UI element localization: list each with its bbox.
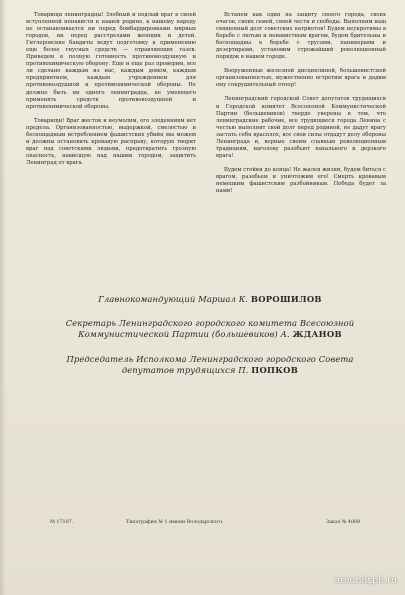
print-footer	[26, 519, 366, 529]
site-watermark: aroundspb.ru	[334, 576, 397, 586]
footer-code: М 17107.	[50, 520, 74, 525]
signature-popkov	[40, 354, 380, 376]
signature-voroshilov	[40, 294, 380, 305]
signature-name: ВОРОШИЛОВ	[250, 294, 322, 304]
right-paragraph-3: Ленинградский городской Совет депутатов трудящихся и Городской комитет Всесоюзной Коммунистической Партии (большевиков) твердо уверены в том, что ленинградские рабочие, все трудящиеся города Ленина с честью выполнят свой долг перед родиной, не дадут врагу застать себя врасплох, все свои силы отдадут делу обороны Ленинграда и, верные своим славным революционным традициям, наголову разобьют нахального и дерзкого врага!	[216, 96, 386, 159]
right-paragraph-2: Вооруженные железной дисциплиной, большевистской организованностью, мужественно встретим врага и дадим ему сокрушительный отпор!	[216, 68, 386, 89]
right-paragraph-1: Встанем как один на защиту своего города, своих очагов, своих семей, своей чести и свободы. Выполним наш священный долг советских патриотов! Будем неукротимы в борьбе с лютым и ненавистным врагом, будем бдительны и беспощадны в борьбе с трусами, паникерами и дезертирами, установим строжайший революционный порядок в нашем городе.	[216, 12, 386, 61]
left-paragraph-2: Товарищи! Враг жесток и неумолим, его злодеяниям нет предела. Организованностью, выдержкой, смелостью и беспощадным истреблением фашистских убийц мы можем и должны остановить кровавую расправу, которую творит враг над советскими людьми, предотвратить грозную опасность, нависшую над нашим городом, защитить Ленинград от врага.	[26, 117, 196, 166]
footer-printer: Типография № 1 имени Володарского.	[126, 520, 224, 525]
text-columns	[26, 12, 388, 270]
signature-name: ЖДАНОВ	[292, 329, 342, 339]
footer-order: Заказ № 4008	[326, 520, 361, 525]
signature-title: Секретарь Ленинградского городского комитета Всесоюзной Коммунистической Партии (большевиков) А.	[65, 318, 355, 339]
left-paragraph-1: Товарищи ленинградцы! Злобный и подлый враг в своей вступленной ненависти к нашей родине, к нашему народу не останавливается ни перед бомбардировками мирных городов, ни перед расстрелами женщин и детей. Гитлеровские бандиты ведут подготовку к применению еще более гнусных средств — отравляющих газов. Приведем в полную готовность противовоздушную и противохимическую оборону. Еще и еще раз проверим, все ли сделано каждым из нас, каждым домом, каждым предприятием, каждым учреждением для противовоздушной и противохимической обороны. Не должно быть ни одного ленинградца, не умеющего применять средств противовоздушной и противохимической обороны.	[26, 12, 196, 110]
signature-zhdanov	[40, 318, 380, 340]
signature-title: Председатель Исполкома Ленинградского городского Совета депутатов трудящихся П.	[66, 354, 354, 375]
signature-title: Главнокомандующий Маршал К.	[98, 294, 249, 304]
right-paragraph-4: Будем стойки до конца! Не жалея жизни, будем биться с врагом, разобьем и уничтожим его! Смерть кровавым немецким фашистским разбойникам. Победа будет за нами!	[216, 166, 386, 195]
right-column	[216, 12, 386, 202]
left-column	[26, 12, 196, 174]
signature-name: ПОПКОВ	[251, 365, 299, 375]
